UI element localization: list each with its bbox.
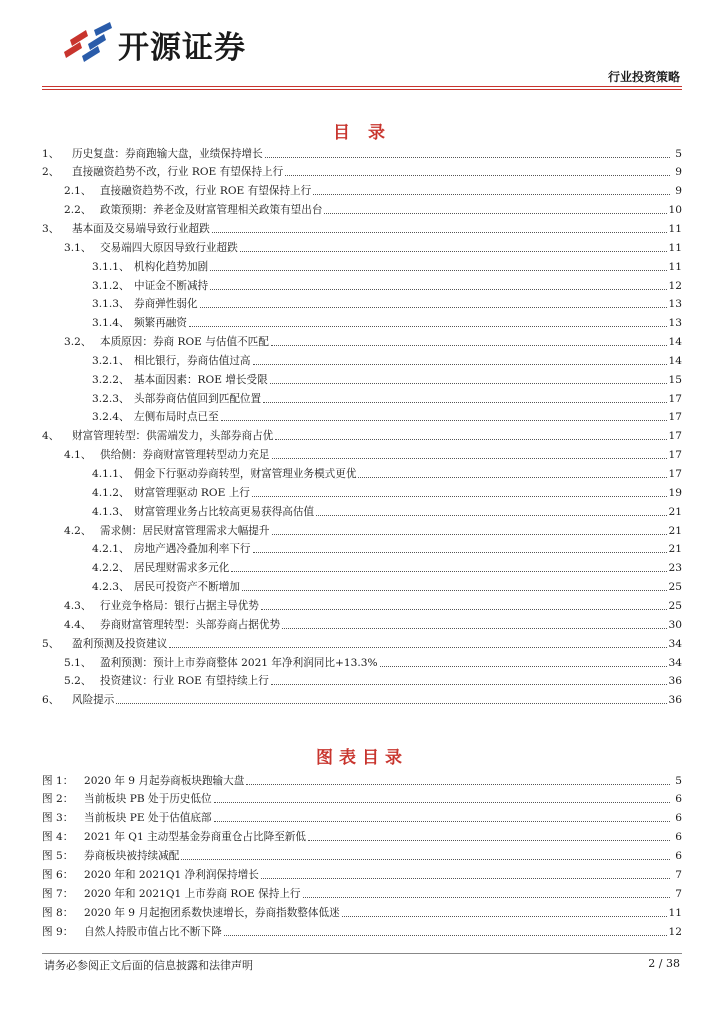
toc-entry[interactable] [42, 613, 682, 632]
entry-title: 当前板块 PE 处于估值底部 [84, 812, 212, 825]
entry-title: 佣金下行驱动券商转型，财富管理业务模式更优 [134, 468, 357, 481]
dot-leader [231, 570, 666, 572]
toc-entry[interactable] [42, 199, 682, 218]
dot-leader [261, 877, 670, 879]
dot-leader [242, 589, 667, 591]
entry-number: 图 9： [42, 925, 74, 938]
entry-title: 财富管理驱动 ROE 上行 [134, 486, 250, 499]
header-divider [42, 86, 682, 87]
entry-number: 4.1.3、 [92, 505, 130, 518]
dot-leader [116, 702, 666, 704]
entry-page: 14 [668, 354, 682, 367]
entry-number: 3.1、 [64, 241, 92, 254]
entry-page: 10 [668, 204, 682, 217]
entry-page: 25 [668, 581, 682, 594]
toc-title: 目 录 [333, 123, 391, 143]
dot-leader [358, 476, 666, 478]
entry-number: 4.1.1、 [92, 468, 130, 481]
entry-number: 5、 [42, 637, 60, 650]
entry-number: 2.2、 [64, 204, 92, 217]
figure-entry[interactable] [42, 788, 682, 807]
dot-leader [271, 344, 667, 346]
dot-leader [272, 457, 667, 459]
entry-title: 本质原因：券商 ROE 与估值不匹配 [100, 336, 269, 349]
figure-entry[interactable] [42, 920, 682, 939]
entry-page: 9 [675, 185, 682, 198]
entry-page: 36 [668, 694, 682, 707]
toc-entry[interactable] [42, 557, 682, 576]
figure-entry[interactable] [42, 864, 682, 883]
dot-leader [342, 915, 667, 917]
dot-leader [265, 156, 670, 158]
entry-title: 行业竞争格局：银行占据主导优势 [100, 599, 259, 612]
entry-title: 自然人持股市值占比不断下降 [84, 925, 222, 938]
dot-leader [263, 401, 666, 403]
entry-title: 直接融资趋势不改，行业 ROE 有望保持上行 [72, 166, 284, 179]
entry-page: 34 [668, 656, 682, 669]
brand-name: 开源证券 [118, 30, 246, 66]
figure-entry[interactable] [42, 826, 682, 845]
entry-number: 图 8： [42, 906, 74, 919]
dot-leader [303, 896, 670, 898]
dot-leader [253, 551, 667, 553]
entry-title: 财富管理业务占比较高更易获得高估值 [134, 505, 315, 518]
entry-title: 当前板块 PB 处于历史低位 [84, 793, 212, 806]
entry-number: 1、 [42, 147, 60, 160]
entry-number: 图 2： [42, 793, 74, 806]
entry-title: 需求侧：居民财富管理需求大幅提升 [100, 524, 270, 537]
entry-number: 5.2、 [64, 675, 92, 688]
dot-leader [246, 783, 670, 785]
entry-page: 21 [668, 524, 682, 537]
entry-title: 2020 年 9 月起抱团系数快速增长，券商指数整体低迷 [84, 906, 340, 919]
entry-title: 居民理财需求多元化 [134, 562, 230, 575]
entry-page: 9 [675, 166, 682, 179]
dot-leader [380, 665, 667, 667]
entry-number: 图 7： [42, 887, 74, 900]
dot-leader [189, 325, 667, 327]
toc-entry[interactable] [42, 670, 682, 689]
dot-leader [271, 683, 667, 685]
toc-entry[interactable] [42, 462, 682, 481]
document-type-label: 行业投资策略 [607, 70, 680, 84]
entry-number: 3.1.1、 [92, 260, 130, 273]
dot-leader [308, 839, 670, 841]
entry-page: 13 [668, 298, 682, 311]
entry-page: 21 [668, 505, 682, 518]
entry-number: 4.3、 [64, 599, 92, 612]
page-number: 2 / 38 [648, 957, 680, 970]
figures-title: 图表目录 [316, 748, 408, 768]
entry-title: 直接融资趋势不改，行业 ROE 有望保持上行 [100, 185, 312, 198]
dot-leader [313, 193, 670, 195]
entry-title: 财富管理转型：供需端发力，头部券商占优 [72, 430, 274, 443]
entry-title: 相比银行，券商估值过高 [134, 354, 251, 367]
entry-title: 历史复盘：券商跑输大盘，业绩保持增长 [72, 147, 263, 160]
entry-title: 2020 年和 2021Q1 上市券商 ROE 保持上行 [84, 887, 301, 900]
entry-title: 中证金不断减持 [134, 279, 209, 292]
entry-page: 17 [668, 449, 682, 462]
entry-title: 券商板块被持续减配 [84, 850, 180, 863]
dot-leader [285, 174, 670, 176]
entry-number: 5.1、 [64, 656, 92, 669]
toc-entry[interactable] [42, 425, 682, 444]
entry-title: 左侧布局时点已至 [134, 411, 219, 424]
toc-entry[interactable] [42, 651, 682, 670]
entry-number: 图 5： [42, 850, 74, 863]
figure-entry[interactable] [42, 769, 682, 788]
toc-entry[interactable] [42, 538, 682, 557]
entry-title: 基本面因素：ROE 增长受限 [134, 373, 268, 386]
entry-number: 3.1.4、 [92, 317, 130, 330]
dot-leader [261, 608, 667, 610]
dot-leader [200, 306, 667, 308]
entry-page: 34 [668, 637, 682, 650]
entry-number: 3.1.3、 [92, 298, 130, 311]
figure-entry[interactable] [42, 882, 682, 901]
header-divider-thin [42, 89, 682, 90]
dot-leader [275, 438, 666, 440]
entry-number: 图 3： [42, 812, 74, 825]
entry-page: 30 [668, 618, 682, 631]
dot-leader [282, 627, 666, 629]
entry-page: 11 [668, 260, 682, 273]
entry-page: 11 [668, 906, 682, 919]
figure-entry[interactable] [42, 901, 682, 920]
entry-page: 6 [675, 831, 682, 844]
entry-page: 15 [668, 373, 682, 386]
entry-page: 11 [668, 222, 682, 235]
entry-number: 4.2、 [64, 524, 92, 537]
toc-entry[interactable] [42, 180, 682, 199]
entry-page: 12 [668, 279, 682, 292]
toc-entry[interactable] [42, 444, 682, 463]
entry-title: 券商财富管理转型：头部券商占据优势 [100, 618, 281, 631]
entry-title: 盈利预测及投资建议 [72, 637, 168, 650]
entry-number: 图 4： [42, 831, 74, 844]
entry-page: 6 [675, 812, 682, 825]
page-header [0, 0, 724, 90]
dot-leader [272, 533, 667, 535]
footer-divider [42, 953, 682, 954]
entry-title: 机构化趋势加剧 [134, 260, 209, 273]
dot-leader [316, 514, 666, 516]
entry-number: 2.1、 [64, 185, 92, 198]
entry-page: 21 [668, 543, 682, 556]
entry-page: 14 [668, 336, 682, 349]
entry-page: 6 [675, 793, 682, 806]
toc-entry[interactable] [42, 406, 682, 425]
toc-entry[interactable] [42, 481, 682, 500]
dot-leader [252, 495, 667, 497]
entry-page: 11 [668, 241, 682, 254]
dot-leader [224, 934, 667, 936]
entry-number: 4.4、 [64, 618, 92, 631]
entry-page: 36 [668, 675, 682, 688]
entry-title: 政策预期：养老金及财富管理相关政策有望出台 [100, 204, 323, 217]
entry-number: 2、 [42, 166, 60, 179]
entry-title: 2020 年和 2021Q1 净利润保持增长 [84, 869, 259, 882]
entry-number: 4、 [42, 430, 60, 443]
toc-entry[interactable] [42, 217, 682, 236]
dot-leader [324, 212, 666, 214]
toc-entry[interactable] [42, 293, 682, 312]
entry-page: 23 [668, 562, 682, 575]
toc-entry[interactable] [42, 331, 682, 350]
toc-entry[interactable] [42, 312, 682, 331]
entry-title: 居民可投资产不断增加 [134, 581, 240, 594]
dot-leader [210, 269, 666, 271]
entry-number: 3.2.3、 [92, 392, 130, 405]
toc-entry[interactable] [42, 576, 682, 595]
entry-page: 7 [675, 869, 682, 882]
dot-leader [253, 363, 667, 365]
entry-title: 频繁再融资 [134, 317, 187, 330]
entry-page: 5 [675, 774, 682, 787]
dot-leader [221, 419, 667, 421]
entry-page: 13 [668, 317, 682, 330]
entry-page: 17 [668, 392, 682, 405]
entry-page: 5 [675, 147, 682, 160]
toc-entry[interactable] [42, 632, 682, 651]
toc-entry[interactable] [42, 519, 682, 538]
entry-number: 3.1.2、 [92, 279, 130, 292]
entry-number: 3.2.4、 [92, 411, 130, 424]
entry-number: 4.2.1、 [92, 543, 130, 556]
dot-leader [270, 382, 667, 384]
brand-logo-icon [60, 22, 120, 66]
dot-leader [214, 801, 670, 803]
toc-entry[interactable] [42, 274, 682, 293]
figure-entry[interactable] [42, 845, 682, 864]
entry-title: 交易端四大原因导致行业超跌 [100, 241, 238, 254]
dot-leader [214, 820, 670, 822]
entry-number: 图 6： [42, 869, 74, 882]
figure-entry[interactable] [42, 807, 682, 826]
dot-leader [240, 250, 667, 252]
entry-page: 17 [668, 430, 682, 443]
entry-page: 6 [675, 850, 682, 863]
entry-number: 3、 [42, 222, 60, 235]
entry-title: 基本面及交易端导致行业超跌 [72, 222, 210, 235]
entry-page: 7 [675, 887, 682, 900]
toc-entry[interactable] [42, 387, 682, 406]
entry-title: 风险提示 [72, 694, 115, 707]
toc-entry[interactable] [42, 349, 682, 368]
dot-leader [169, 646, 666, 648]
entry-number: 3.2.2、 [92, 373, 130, 386]
entry-page: 25 [668, 599, 682, 612]
entry-title: 投资建议：行业 ROE 有望持续上行 [100, 675, 269, 688]
entry-number: 4.2.2、 [92, 562, 130, 575]
toc-entry[interactable] [42, 255, 682, 274]
dot-leader [210, 288, 666, 290]
toc-entry[interactable] [42, 689, 682, 708]
toc-entry[interactable] [42, 161, 682, 180]
entry-number: 图 1： [42, 774, 74, 787]
toc-entry[interactable] [42, 142, 682, 161]
entry-title: 供给侧：券商财富管理转型动力充足 [100, 449, 270, 462]
dot-leader [212, 231, 667, 233]
entry-title: 房地产遇冷叠加利率下行 [134, 543, 251, 556]
toc-entry[interactable] [42, 594, 682, 613]
entry-page: 17 [668, 411, 682, 424]
entry-number: 4.1.2、 [92, 486, 130, 499]
entry-title: 券商弹性弱化 [134, 298, 198, 311]
entry-number: 6、 [42, 694, 60, 707]
entry-page: 19 [668, 486, 682, 499]
toc-entry[interactable] [42, 236, 682, 255]
entry-number: 3.2、 [64, 336, 92, 349]
entry-title: 盈利预测：预计上市券商整体 2021 年净利润同比+13.3% [100, 656, 378, 669]
entry-title: 2020 年 9 月起券商板块跑输大盘 [84, 774, 245, 787]
entry-title: 头部券商估值回到匹配位置 [134, 392, 262, 405]
dot-leader [181, 858, 670, 860]
toc-entry[interactable] [42, 368, 682, 387]
entry-number: 4.2.3、 [92, 581, 130, 594]
entry-title: 2021 年 Q1 主动型基金券商重仓占比降至新低 [84, 831, 306, 844]
footer-disclaimer: 请务必参阅正文后面的信息披露和法律声明 [44, 959, 253, 972]
entry-page: 17 [668, 468, 682, 481]
entry-page: 12 [668, 925, 682, 938]
entry-number: 3.2.1、 [92, 354, 130, 367]
toc-entry[interactable] [42, 500, 682, 519]
entry-number: 4.1、 [64, 449, 92, 462]
